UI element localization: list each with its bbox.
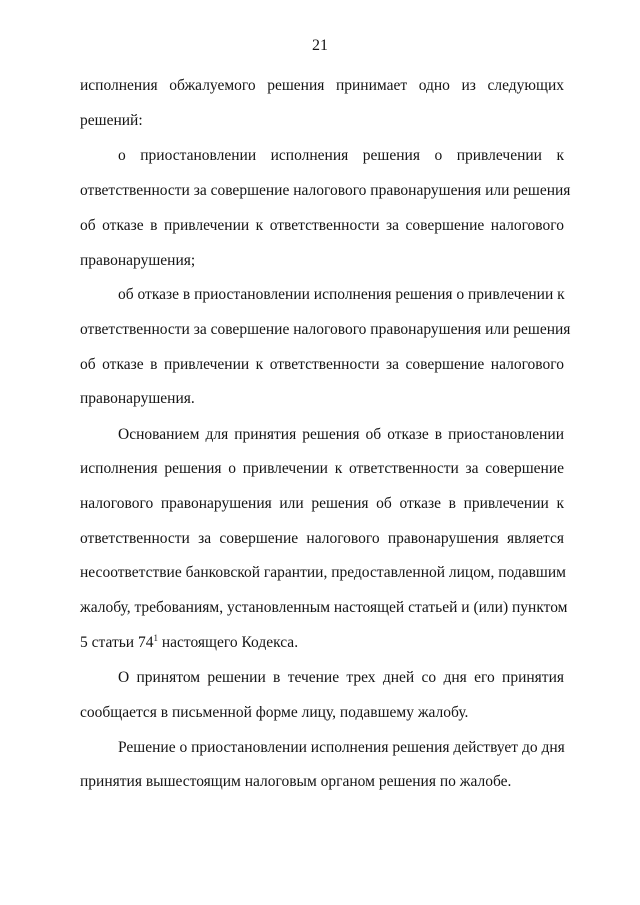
paragraph-2-line-3: об отказе в привлечении к ответственности за совершение налогового	[80, 217, 564, 234]
citation-code-text: настоящего Кодекса.	[157, 634, 299, 651]
paragraph-5-line-1: О принятом решении в течение трех дней со дня его принятия	[118, 669, 564, 686]
paragraph-6-line-2: принятия вышестоящим налоговым органом решения по жалобе.	[80, 773, 512, 790]
paragraph-4-line-6: жалобу, требованиям, установленным настоящей статьей и (или) пунктом	[80, 599, 568, 616]
paragraph-2-line-2: ответственности за совершение налогового правонарушения или решения	[80, 182, 571, 199]
citation-article-text: 5 статьи 74	[80, 634, 154, 651]
page-number: 21	[312, 37, 328, 54]
paragraph-4-line-5: несоответствие банковской гарантии, предоставленной лицом, подавшим	[80, 564, 566, 581]
paragraph-3-line-1: об отказе в приостановлении исполнения решения о привлечении к	[118, 286, 565, 303]
paragraph-4-line-4: ответственности за совершение налогового правонарушения является	[80, 530, 564, 547]
paragraph-4-line-3: налогового правонарушения или решения об отказе в привлечении к	[80, 495, 564, 512]
paragraph-3-line-4: правонарушения.	[80, 390, 195, 407]
paragraph-3-line-3: об отказе в привлечении к ответственности за совершение налогового	[80, 356, 564, 373]
citation-superscript: 1	[153, 633, 158, 643]
paragraph-4-line-1: Основанием для принятия решения об отказе в приостановлении	[118, 426, 564, 443]
paragraph-1-line-1: исполнения обжалуемого решения принимает одно из следующих	[80, 77, 564, 94]
paragraph-5-line-2: сообщается в письменной форме лицу, подавшему жалобу.	[80, 704, 469, 721]
paragraph-6-line-1: Решение о приостановлении исполнения решения действует до дня	[118, 739, 565, 756]
paragraph-4-line-7	[80, 634, 564, 652]
paragraph-2-line-4: правонарушения;	[80, 252, 196, 269]
paragraph-2-line-1: о приостановлении исполнения решения о привлечении к	[118, 147, 564, 164]
paragraph-1-line-2: решений:	[80, 112, 143, 129]
paragraph-3-line-2: ответственности за совершение налогового правонарушения или решения	[80, 321, 571, 338]
paragraph-4-line-2: исполнения решения о привлечении к ответственности за совершение	[80, 460, 564, 477]
